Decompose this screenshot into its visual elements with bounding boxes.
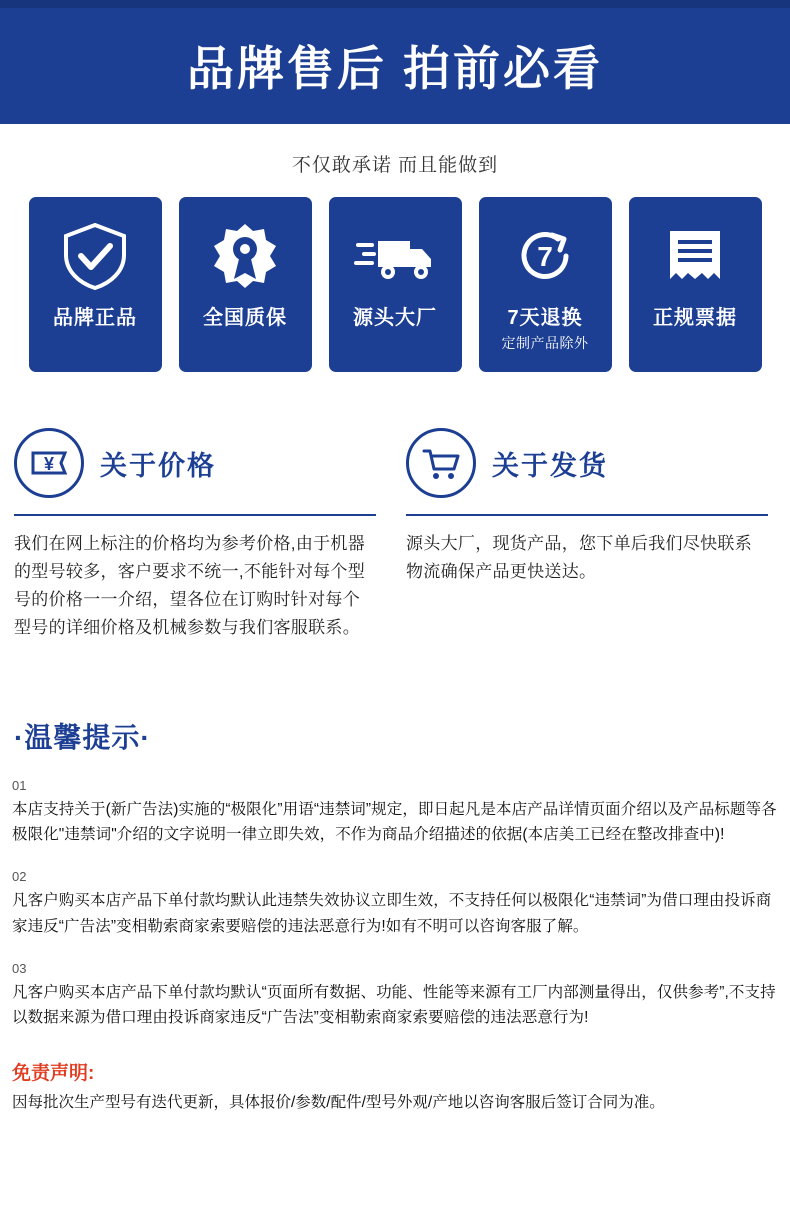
info-block-header <box>14 428 376 510</box>
shopping-cart-icon <box>406 428 476 498</box>
feature-card-national-warranty <box>179 197 312 372</box>
info-block-list <box>0 372 790 642</box>
invoice-icon <box>658 215 732 297</box>
header-subtitle: 不仅敢承诺 而且能做到 <box>291 155 499 176</box>
info-block-price <box>14 428 376 642</box>
feature-label: 全国质保 <box>203 307 287 329</box>
feature-card-seven-day-return <box>479 197 612 372</box>
feature-label: 品牌正品 <box>53 307 137 329</box>
tip-text: 本店支持关于(新广告法)实施的“极限化”用语“违禁词”规定，即日起凡是本店产品详情页面介绍以及产品标题等各极限化"违禁词"介绍的文字说明一律立即失效，不作为商品介绍描述的依据(本店美工已经在整改排查中)! <box>12 801 777 844</box>
feature-card-brand-genuine <box>29 197 162 372</box>
page-title: 品牌售后 拍前必看 <box>186 41 604 95</box>
tip-item <box>12 778 778 869</box>
info-block-shipping <box>406 428 768 642</box>
svg-text:¥: ¥ <box>43 454 55 474</box>
truck-icon <box>352 215 438 297</box>
header-banner <box>0 0 790 124</box>
price-tag-yuan-icon <box>14 428 84 498</box>
info-block-title: 关于发货 <box>492 450 608 481</box>
feature-card-official-invoice <box>629 197 762 372</box>
tip-number: 03 <box>12 960 27 976</box>
gear-quality-icon <box>208 215 282 297</box>
feature-card-factory-source <box>329 197 462 372</box>
feature-card-list <box>0 189 790 372</box>
tip-text: 凡客户购买本店产品下单付款均默认此违禁失效协议立即生效，不支持任何以极限化“违禁词”为借口理由投诉商家违反“广告法”变相勒索商家索要赔偿的违法恶意行为!如有不明可以咨询客服了解。 <box>12 892 772 935</box>
shield-check-icon <box>58 215 132 297</box>
feature-label: 7天退换 <box>507 307 583 329</box>
tip-item <box>12 961 778 1052</box>
tip-number: 02 <box>12 869 27 885</box>
tip-item <box>12 869 778 960</box>
feature-label: 源头大厂 <box>353 307 437 329</box>
feature-label: 正规票据 <box>653 307 737 329</box>
info-block-title: 关于价格 <box>100 450 216 481</box>
disclaimer-title: 免责声明: <box>12 1062 95 1084</box>
seven-day-return-icon <box>508 215 582 297</box>
tip-number: 01 <box>12 778 27 794</box>
svg-text:7: 7 <box>537 241 553 272</box>
info-block-header <box>406 428 768 510</box>
disclaimer-section <box>0 1052 790 1116</box>
tip-text: 凡客户购买本店产品下单付款均默认“页面所有数据、功能、性能等来源有工厂内部测量得出，仅供参考”,不支持以数据来源为借口理由投诉商家违反“广告法”变相勒索商家索要赔偿的违法恶意行为! <box>12 983 776 1026</box>
disclaimer-text: 因每批次生产型号有迭代更新，具体报价/参数/配件/型号外观/产地以咨询客服后签订合同为准。 <box>12 1093 665 1111</box>
tips-section-title: ·温馨提示· <box>14 722 151 754</box>
info-block-text: 源头大厂，现货产品，您下单后我们尽快联系物流确保产品更快送达。 <box>406 534 752 582</box>
feature-sublabel: 定制产品除外 <box>501 335 589 351</box>
info-block-text: 我们在网上标注的价格均为参考价格,由于机器的型号较多，客户要求不统一,不能针对每个型号的价格一一介绍，望各位在订购时针对每个型号的详细价格及机械参数与我们客服联系。 <box>14 534 366 638</box>
tips-list <box>0 756 790 1052</box>
